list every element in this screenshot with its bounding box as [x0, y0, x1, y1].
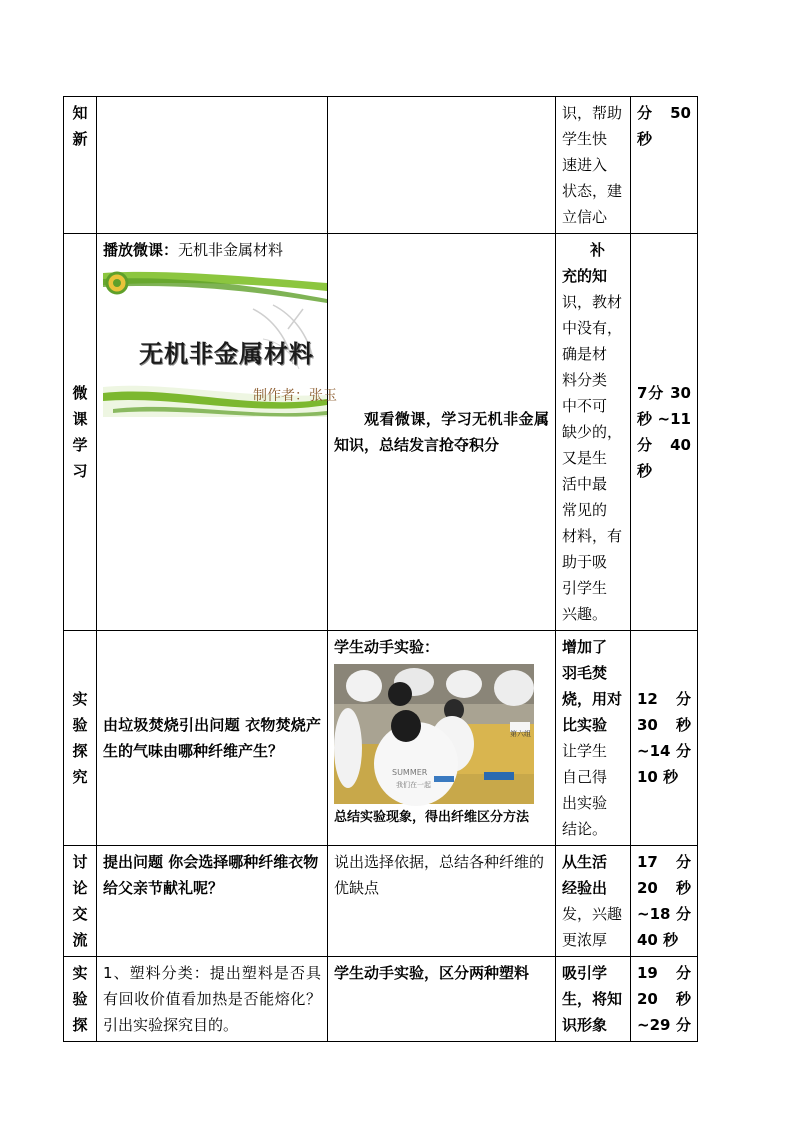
- experiment-summary-caption: 总结实验现象，得出纤维区分方法: [334, 810, 530, 825]
- time-cell: 19 分 20 秒 ~29 分: [631, 957, 698, 1042]
- stage-label: 讨 论 交 流: [64, 846, 97, 957]
- photo-graphic: [334, 664, 534, 804]
- table-row: [64, 957, 698, 1042]
- teacher-activity-cell: 提出问题 你会选择哪种纤维衣物给父亲节献礼呢？: [97, 846, 328, 957]
- teacher-activity-cell: [97, 97, 328, 234]
- teacher-activity-text: 无机非金属材料: [178, 241, 284, 259]
- time-cell: 7分 30 秒 ~11 分 40 秒: [631, 234, 698, 631]
- time-cell: 分 50 秒: [631, 97, 698, 234]
- table-row: [64, 97, 698, 234]
- teacher-activity-cell: 1、塑料分类：提出塑料是否具有回收价值看加热是否能熔化？引出实验探究目的。: [97, 957, 328, 1042]
- slide-author: 制作者：张玉: [253, 388, 337, 404]
- table-row: [64, 846, 698, 957]
- design-intent-cell: 补 充的知 识，教材 中没有， 确是材 料分类 中不可 缺少的， 又是生 活中最 常见的 材料，有 助于吸 引学生 兴趣。: [556, 234, 631, 631]
- stage-label: 知 新: [64, 97, 97, 234]
- time-cell: 12 分 30 秒 ~14 分 10 秒: [631, 631, 698, 846]
- student-activity-cell: [328, 97, 556, 234]
- teacher-activity-cell: 由垃圾焚烧引出问题 衣物焚烧产生的气味由哪种纤维产生？: [97, 631, 328, 846]
- lesson-plan-table: [63, 96, 698, 1042]
- student-activity-cell: 说出选择依据，总结各种纤维的优缺点: [328, 846, 556, 957]
- student-activity-cell: [328, 631, 556, 846]
- design-intent-cell: 识，帮助 学生快 速进入 状态，建 立信心: [556, 97, 631, 234]
- table-row: [64, 234, 698, 631]
- classroom-experiment-photo: [334, 664, 534, 804]
- stage-label: 实 验 探: [64, 957, 97, 1042]
- shirt-print-text: SUMMER: [392, 768, 428, 777]
- student-activity-title: 学生动手实验：: [334, 638, 440, 656]
- design-intent-cell: 增加了 羽毛焚 烧，用对 比实验 让学生 自己得 出实验 结论。: [556, 631, 631, 846]
- shirt-print-text-2: 我们在一起: [396, 781, 431, 789]
- design-intent-cell: 从生活 经验出 发，兴趣 更浓厚: [556, 846, 631, 957]
- design-intent-cell: 吸引学 生，将知 识形象: [556, 957, 631, 1042]
- teacher-activity-cell: [97, 234, 337, 631]
- student-activity-cell: 学生动手实验，区分两种塑料: [328, 957, 556, 1042]
- group-sign: 第六组: [510, 730, 531, 738]
- teacher-activity-title: 播放微课：: [103, 241, 179, 259]
- student-activity-cell: 观看微课，学习无机非金属知识，总结发言抢夺积分: [328, 234, 556, 631]
- stage-label: 实 验 探 究: [64, 631, 97, 846]
- micro-lesson-slide-image: [103, 269, 337, 417]
- stage-label: 微 课 学 习: [64, 234, 97, 631]
- table-row: [64, 631, 698, 846]
- slide-title: 无机非金属材料: [139, 340, 314, 368]
- time-cell: 17 分 20 秒 ~18 分 40 秒: [631, 846, 698, 957]
